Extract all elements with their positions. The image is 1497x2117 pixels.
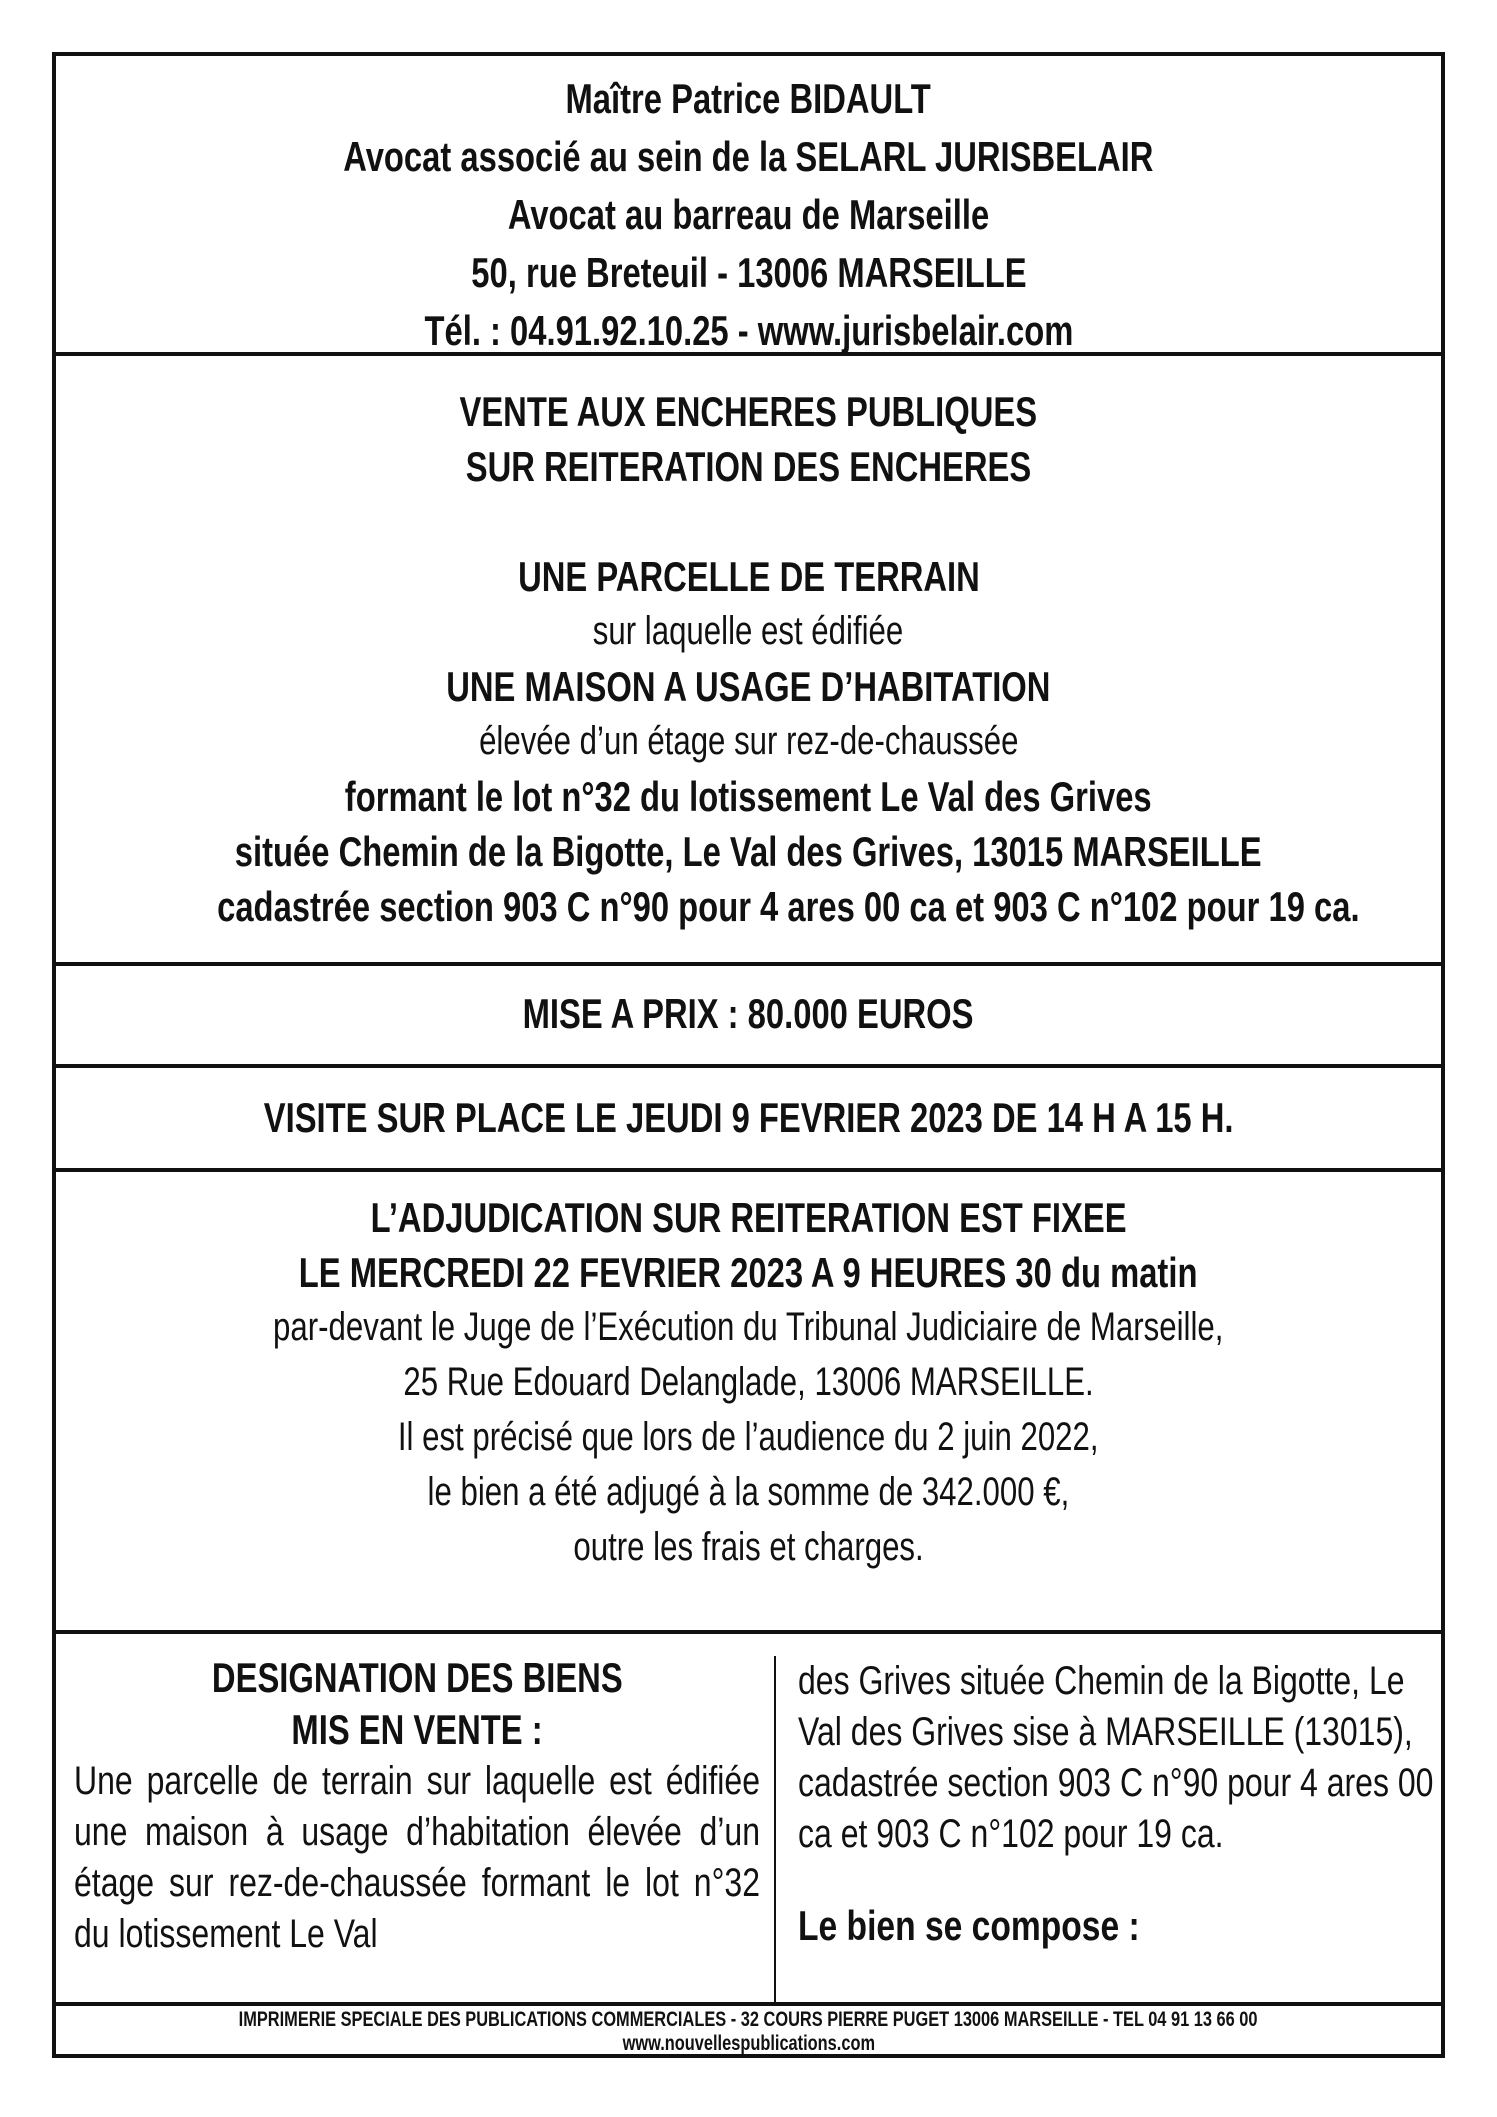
sale-section [56,356,1441,966]
printer-website: www.nouvellespublications.com [622,2032,875,2055]
lawyer-name: Maître Patrice BIDAULT [565,75,932,122]
adjudication-section [56,1172,1441,1634]
visit-section [56,1068,1441,1172]
adjudication-previous-price: le bien a été adjugé à la somme de 342.000 €, [427,1470,1070,1514]
lawyer-address: 50, rue Breteuil - 13006 MARSEILLE [470,249,1027,296]
adjudication-fees: outre les frais et charges. [573,1525,924,1569]
composition-heading: Le bien se compose : [798,1902,1140,1949]
cadastre-info: cadastrée section 903 C n°90 pour 4 ares 00 ca et 903 C n°102 pour 19 ca. [217,883,1360,930]
printer-address: IMPRIMERIE SPECIALE DES PUBLICATIONS COMMERCIALES - 32 COURS PIERRE PUGET 13006 MARSEILLE - TEL 04 91 13 66 00 [239,2008,1258,2031]
parcel-built: sur laquelle est édifiée [593,609,904,653]
designation-left-column [74,1634,760,2002]
price-section [56,966,1441,1068]
lawyer-firm: Avocat associé au sein de la SELARL JURISBELAIR [343,133,1154,180]
adjudication-date: LE MERCREDI 22 FEVRIER 2023 A 9 HEURES 30 du matin [299,1249,1198,1296]
designation-right-text: des Grives située Chemin de la Bigotte, Le Val des Grives sise à MARSEILLE (13015), cadastrée section 903 C n°90 pour 4 ares 00 ca et 903 C n°102 pour 19 ca. [798,1659,1434,1856]
printer-footer [56,2006,1441,2058]
sale-title: VENTE AUX ENCHERES PUBLIQUES [459,388,1038,435]
designation-left-text: Une parcelle de terrain sur laquelle est édifiée une maison à usage d’habitation élevée d’un étage sur rez-de-chaussée formant le lot n°32 du lotissement Le Val [74,1759,760,1956]
lawyer-bar: Avocat au barreau de Marseille [507,191,990,238]
designation-title: DESIGNATION DES BIENS [211,1654,623,1701]
house-heading: UNE MAISON A USAGE D’HABITATION [446,663,1051,710]
property-location: située Chemin de la Bigotte, Le Val des Grives, 13015 MARSEILLE [235,828,1262,875]
notice-frame [52,52,1445,2058]
adjudication-note: Il est précisé que lors de l’audience du 2 juin 2022, [398,1415,1099,1459]
parcel-heading: UNE PARCELLE DE TERRAIN [517,553,980,600]
adjudication-address: 25 Rue Edouard Delanglade, 13006 MARSEILLE. [403,1360,1094,1404]
sale-subtitle: SUR REITERATION DES ENCHERES [465,443,1032,490]
lawyer-header [56,56,1441,356]
designation-section [56,1634,1441,2006]
adjudication-title: L’ADJUDICATION SUR REITERATION EST FIXEE [370,1194,1127,1241]
visit-date: VISITE SUR PLACE LE JEUDI 9 FEVRIER 2023 DE 14 H A 15 H. [263,1094,1234,1141]
adjudication-court: par-devant le Juge de l’Exécution du Tribunal Judiciaire de Marseille, [273,1305,1224,1349]
starting-price: MISE A PRIX : 80.000 EUROS [523,990,974,1037]
lot-number: formant le lot n°32 du lotissement Le Val des Grives [345,773,1152,820]
lawyer-contact: Tél. : 04.91.92.10.25 - www.jurisbelair.com [424,307,1073,354]
designation-subtitle: MIS EN VENTE : [291,1706,543,1753]
house-floor: élevée d’un étage sur rez-de-chaussée [478,719,1019,763]
designation-right-column [774,1656,1434,2002]
